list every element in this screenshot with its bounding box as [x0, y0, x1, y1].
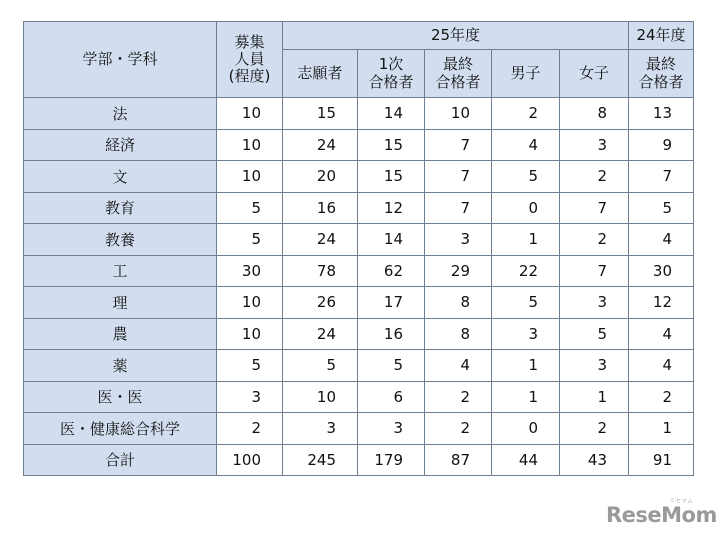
cell-final-pass: 10 [425, 98, 492, 130]
table-row [24, 161, 694, 193]
row-label: 法 [24, 98, 217, 130]
cell-male: 22 [492, 255, 560, 287]
table-row [24, 224, 694, 256]
cell-first-pass: 15 [358, 129, 425, 161]
cell-final-pass: 29 [425, 255, 492, 287]
header-year-24: 24年度 [629, 22, 694, 50]
cell-male: 4 [492, 129, 560, 161]
cell-quota: 5 [217, 192, 283, 224]
cell-male: 1 [492, 350, 560, 382]
cell-quota: 10 [217, 287, 283, 319]
cell-final-24: 30 [629, 255, 694, 287]
cell-female: 7 [560, 192, 629, 224]
cell-male: 1 [492, 224, 560, 256]
cell-final-pass: 2 [425, 381, 492, 413]
table-row [24, 350, 694, 382]
cell-applicants: 26 [283, 287, 358, 319]
cell-female: 5 [560, 318, 629, 350]
header-final-pass-24: 最終 合格者 [629, 50, 694, 98]
cell-final-pass: 7 [425, 192, 492, 224]
cell-male: 0 [492, 413, 560, 445]
cell-quota: 5 [217, 350, 283, 382]
table-row [24, 287, 694, 319]
cell-applicants: 20 [283, 161, 358, 193]
cell-applicants: 24 [283, 224, 358, 256]
table-row [24, 129, 694, 161]
cell-applicants: 16 [283, 192, 358, 224]
cell-quota: 5 [217, 224, 283, 256]
cell-female: 7 [560, 255, 629, 287]
cell-applicants: 24 [283, 318, 358, 350]
cell-first-pass: 62 [358, 255, 425, 287]
row-label: 文 [24, 161, 217, 193]
cell-female: 2 [560, 161, 629, 193]
cell-applicants: 24 [283, 129, 358, 161]
resemom-logo: ReseMom [606, 503, 717, 527]
cell-quota: 2 [217, 413, 283, 445]
table-row [24, 192, 694, 224]
cell-quota: 10 [217, 98, 283, 130]
row-label: 医・健康総合科学 [24, 413, 217, 445]
watermark-sub: リセマム [669, 498, 693, 505]
table-row [24, 255, 694, 287]
cell-final-24: 1 [629, 413, 694, 445]
header-male: 男子 [492, 50, 560, 98]
cell-male: 1 [492, 381, 560, 413]
row-label: 農 [24, 318, 217, 350]
cell-first-pass: 14 [358, 98, 425, 130]
cell-first-pass: 6 [358, 381, 425, 413]
row-label: 経済 [24, 129, 217, 161]
cell-quota: 100 [217, 444, 283, 476]
table-row [24, 413, 694, 445]
header-first-pass: 1次 合格者 [358, 50, 425, 98]
cell-final-pass: 7 [425, 161, 492, 193]
cell-final-pass: 7 [425, 129, 492, 161]
cell-first-pass: 14 [358, 224, 425, 256]
cell-first-pass: 12 [358, 192, 425, 224]
cell-applicants: 3 [283, 413, 358, 445]
cell-male: 2 [492, 98, 560, 130]
cell-female: 3 [560, 350, 629, 382]
table-row [24, 318, 694, 350]
cell-final-24: 2 [629, 381, 694, 413]
cell-final-24: 13 [629, 98, 694, 130]
cell-final-24: 4 [629, 224, 694, 256]
header-quota: 募集 人員 (程度) [217, 22, 283, 98]
cell-female: 2 [560, 413, 629, 445]
cell-final-24: 4 [629, 350, 694, 382]
row-label: 医・医 [24, 381, 217, 413]
cell-final-24: 5 [629, 192, 694, 224]
cell-final-pass: 3 [425, 224, 492, 256]
cell-male: 44 [492, 444, 560, 476]
cell-female: 1 [560, 381, 629, 413]
header-applicants: 志願者 [283, 50, 358, 98]
cell-first-pass: 15 [358, 161, 425, 193]
cell-applicants: 15 [283, 98, 358, 130]
cell-first-pass: 179 [358, 444, 425, 476]
cell-male: 5 [492, 161, 560, 193]
cell-male: 3 [492, 318, 560, 350]
table-row [24, 381, 694, 413]
row-label: 教養 [24, 224, 217, 256]
row-label: 教育 [24, 192, 217, 224]
cell-final-24: 9 [629, 129, 694, 161]
cell-female: 43 [560, 444, 629, 476]
header-dept: 学部・学科 [24, 22, 217, 98]
header-female: 女子 [560, 50, 629, 98]
cell-final-24: 4 [629, 318, 694, 350]
admissions-table [23, 21, 694, 476]
header-final-pass: 最終 合格者 [425, 50, 492, 98]
header-year-25: 25年度 [283, 22, 629, 50]
cell-applicants: 10 [283, 381, 358, 413]
cell-female: 2 [560, 224, 629, 256]
cell-applicants: 5 [283, 350, 358, 382]
table-row [24, 98, 694, 130]
cell-final-pass: 2 [425, 413, 492, 445]
cell-final-24: 91 [629, 444, 694, 476]
cell-first-pass: 3 [358, 413, 425, 445]
cell-female: 3 [560, 129, 629, 161]
table-row [24, 444, 694, 476]
row-label: 合計 [24, 444, 217, 476]
cell-first-pass: 16 [358, 318, 425, 350]
cell-applicants: 245 [283, 444, 358, 476]
cell-final-24: 12 [629, 287, 694, 319]
cell-quota: 10 [217, 161, 283, 193]
cell-quota: 10 [217, 318, 283, 350]
cell-final-24: 7 [629, 161, 694, 193]
cell-quota: 10 [217, 129, 283, 161]
row-label: 工 [24, 255, 217, 287]
row-label: 薬 [24, 350, 217, 382]
cell-female: 8 [560, 98, 629, 130]
cell-final-pass: 8 [425, 287, 492, 319]
cell-quota: 30 [217, 255, 283, 287]
cell-first-pass: 17 [358, 287, 425, 319]
cell-female: 3 [560, 287, 629, 319]
cell-male: 5 [492, 287, 560, 319]
cell-final-pass: 8 [425, 318, 492, 350]
row-label: 理 [24, 287, 217, 319]
cell-final-pass: 4 [425, 350, 492, 382]
cell-quota: 3 [217, 381, 283, 413]
cell-male: 0 [492, 192, 560, 224]
cell-final-pass: 87 [425, 444, 492, 476]
table-body [24, 98, 694, 476]
cell-first-pass: 5 [358, 350, 425, 382]
cell-applicants: 78 [283, 255, 358, 287]
